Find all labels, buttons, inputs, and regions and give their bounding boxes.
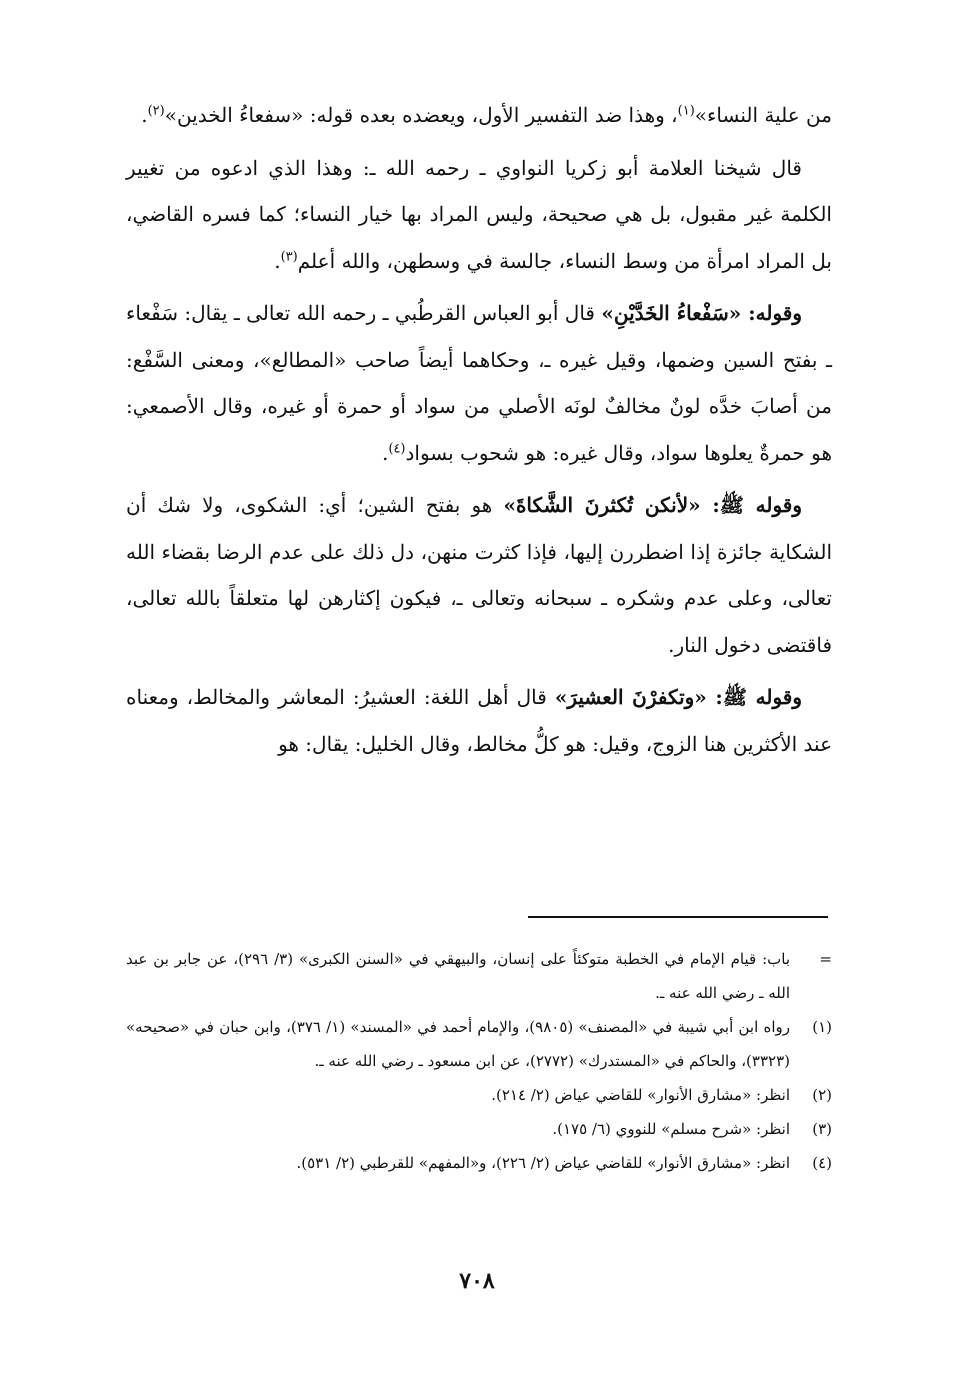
footnote-number: (٢) xyxy=(812,1086,832,1104)
footnote-text: باب: قيام الإمام في الخطبة متوكئاً على إنسان، والبيهقي في «السنن الكبرى» (٣/ ٢٩٦)، عن جابر بن عبد الله ـ رضي الله عنه ـ. xyxy=(126,950,791,1002)
paragraph-3-lead: وقوله: «سَفْعاءُ الخَدَّيْنِ» xyxy=(601,301,803,325)
footnote-number: = xyxy=(819,950,832,968)
page-number: ٧٠٨ xyxy=(459,1268,495,1294)
paragraph-4-text-a: هو بفتح الشين؛ أي: الشكوى، ولا شك أن الشكاية جائزة إذا اضطررن إليها، فإذا كثرت منهن، دل ذلك على عدم الرضا بقضاء الله تعالى، وعلى عدم وشكره ـ سبحانه وتعالى ـ، فيكون إكثارهن لها متعلقاً بالله تعالى، فاقتضى دخول النار. xyxy=(126,493,832,657)
footnote-item xyxy=(126,1078,832,1112)
footnote-text: انظر: «شرح مسلم» للنووي (٦/ ١٧٥). xyxy=(552,1120,790,1138)
paragraph-5-lead: وقوله ﷺ: «وتكفرْنَ العشيرَ» xyxy=(554,685,802,709)
footnote-separator xyxy=(528,916,828,918)
footnote-text: رواه ابن أبي شيبة في «المصنف» (٩٨٠٥)، والإمام أحمد في «المسند» (١/ ٣٧٦)، وابن حبان في «صحيحه» (٣٣٢٣)، والحاكم في «المستدرك» (٢٧٧٢)، عن ابن مسعود ـ رضي الله عنه ـ. xyxy=(126,1018,790,1070)
footnote-item xyxy=(126,1112,832,1146)
paragraph-3-text-b: . xyxy=(382,440,389,465)
paragraph-2-text-a: قال شيخنا العلامة أبو زكريا النواوي ـ رحمه الله ـ: وهذا الذي ادعوه من تغيير الكلمة غير مقبول، بل هي صحيحة، وليس المراد بها خيار النساء؛ كما فسره القاضي، بل المراد امرأة من وسط النساء، جالسة في وسطهن، والله أعلم xyxy=(126,155,832,273)
paragraph-1-text-a: من علية النساء» xyxy=(694,103,832,127)
footnotes xyxy=(126,942,832,1180)
paragraph-1 xyxy=(126,92,832,139)
main-text xyxy=(126,92,832,773)
paragraph-5 xyxy=(126,674,832,767)
paragraph-2-text-b: . xyxy=(274,248,281,273)
footnote-item xyxy=(126,1010,832,1078)
paragraph-1-text-c: . xyxy=(141,103,148,127)
paragraph-5-text-a: قال أهل اللغة: العشيرُ: المعاشر والمخالط، ومعناه عند الأكثرين هنا الزوج، وقيل: هو كلُّ مخالط، وقال الخليل: يقال: هو xyxy=(126,685,832,756)
paragraph-3-text-a: قال أبو العباس القرطُبي ـ رحمه الله تعالى ـ يقال: سَفْعاء ـ بفتح السين وضمها، وقيل غيره ـ، وحكاهما أيضاً صاحب «المطالع»، ومعنى السَّفْع: من أصابَ خدَّه لونٌ مخالفٌ لونَه الأصلي من سواد أو حمرة أو غيره، وقال الأصمعي: هو حمرةٌ يعلوها سواد، وقال غيره: هو شحوب بسواد xyxy=(126,301,832,465)
footnote-text: انظر: «مشارق الأنوار» للقاضي عياض (٢/ ٢٢٦)، و«المفهم» للقرطبي (٢/ ٥٣١). xyxy=(296,1154,790,1172)
footnote-ref-2[interactable]: (٢) xyxy=(147,103,165,119)
footnote-item xyxy=(126,1146,832,1180)
paragraph-4 xyxy=(126,482,832,668)
footnote-number: (٣) xyxy=(812,1120,832,1138)
footnote-item xyxy=(126,942,832,1010)
paragraph-2 xyxy=(126,145,832,285)
footnote-number: (١) xyxy=(812,1018,832,1036)
footnote-ref-1[interactable]: (١) xyxy=(677,103,695,119)
paragraph-3 xyxy=(126,290,832,476)
footnote-number: (٤) xyxy=(812,1154,832,1172)
footnote-ref-4[interactable]: (٤) xyxy=(388,440,406,456)
footnote-ref-3[interactable]: (٣) xyxy=(280,248,298,264)
paragraph-4-lead: وقوله ﷺ: «لأنكن تُكثرنَ الشَّكاةَ» xyxy=(503,493,802,517)
paragraph-1-text-b: ، وهذا ضد التفسير الأول، ويعضده بعده قوله: «سفعاءُ الخدين» xyxy=(164,103,678,127)
footnote-text: انظر: «مشارق الأنوار» للقاضي عياض (٢/ ٢١٤). xyxy=(491,1086,790,1104)
